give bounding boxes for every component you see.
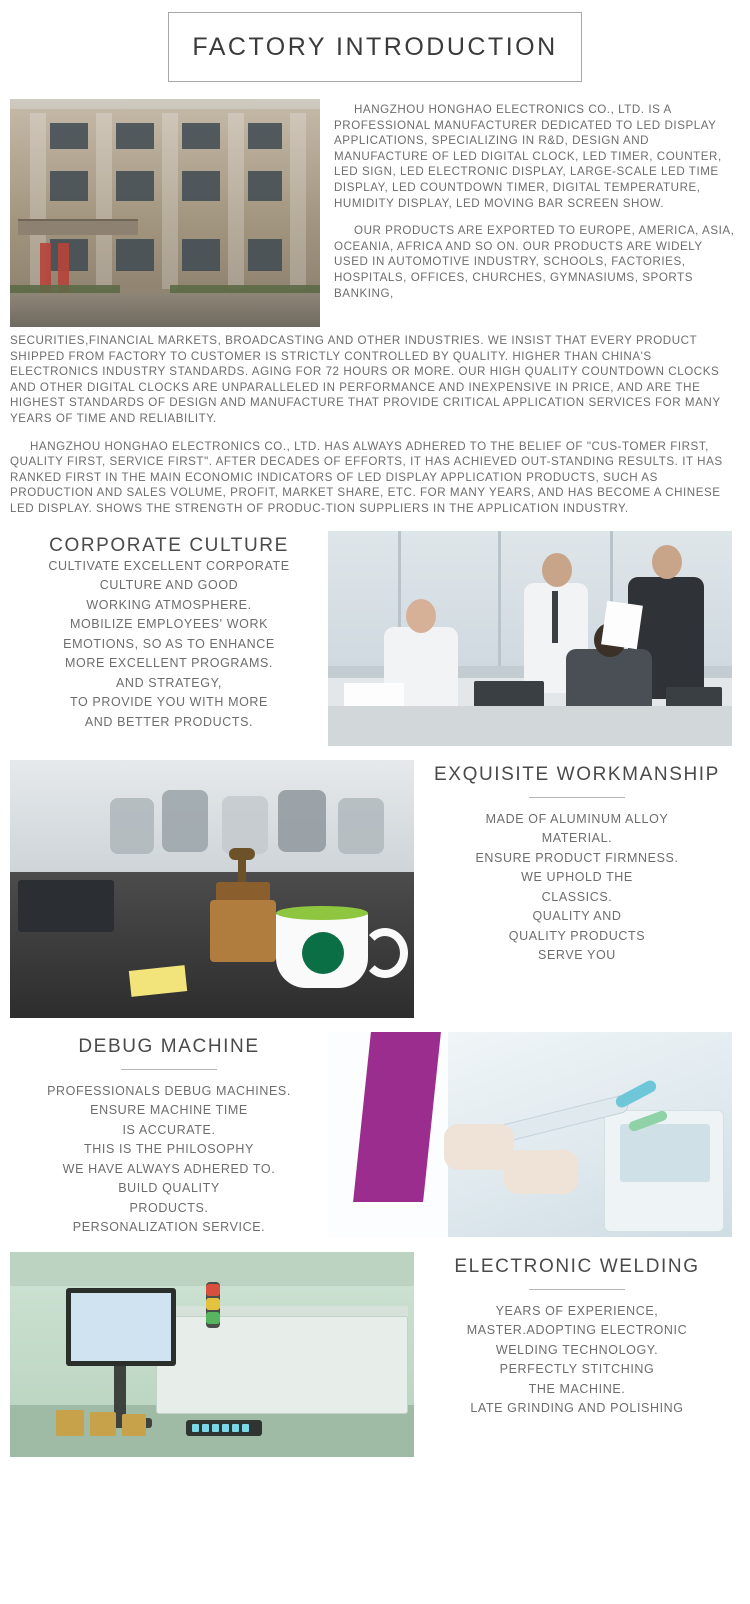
photo-ground (10, 293, 320, 327)
intro-paragraph-1: HANGZHOU HONGHAO ELECTRONICS CO., LTD. IS A PROFESSIONAL MANUFACTURER DEDICATED TO LED DISPLAY APPLICATIONS, SPECIALIZING IN R&D, DESIGN AND MANUFACTURE OF LED DIGITAL CLOCK, LED TIMER, COUNTER, LED SIGN, LED ELECTRONIC DISPLAY, LARGE-SCALE LED TIME DISPLAY, LED COUNTDOWN TIMER, DIGITAL TEMPERATURE, HUMIDITY DISPLAY, LED MOVING BAR SCREEN SHOW. (334, 103, 722, 210)
photo-blur-person (162, 790, 208, 852)
section-line: MADE OF ALUMINUM ALLOY (485, 811, 669, 826)
intro-flow-text (10, 333, 740, 517)
section-lines (420, 1302, 734, 1419)
photo-window (248, 123, 282, 149)
photo-window (182, 239, 220, 271)
intro-paragraph-2-continued: SECURITIES,FINANCIAL MARKETS, BROADCASTING AND OTHER INDUSTRIES. WE INSIST THAT EVERY PRODUCT SHIPPED FROM FACTORY TO CUSTOMER IS STRICTLY CONTROLLED BY QUALITY. HIGHER THAN CHINA'S ELECTRONICS INDUSTRY STANDARDS. AGING FOR 72 HOURS OR MORE. OUR HIGH QUALITY COUNTDOWN CLOCKS AND OTHER DIGITAL CLOCKS ARE UNPARALLELED IN PERFORMANCE AND INEXPENSIVE IN PRICE, AND ARE THE HIGHEST STANDARDS OF DESIGN AND MANUFACTURE THAT PROVIDE CRITICAL APPLICATION SERVICES FOR MANY YEARS OF TIME AND RELIABILITY. (10, 334, 721, 425)
page-title: FACTORY INTRODUCTION (192, 32, 558, 61)
photo-balcony (18, 219, 138, 235)
photo-panel-led (212, 1424, 219, 1432)
photo-column (162, 113, 178, 289)
section-text-block (10, 1032, 328, 1238)
section-line: WORKING ATMOSPHERE. (86, 597, 252, 612)
photo-cup-logo (302, 932, 344, 974)
page-title-banner (168, 12, 582, 82)
photo-monitor-stand (114, 1366, 126, 1420)
section-line: WE UPHOLD THE (521, 870, 633, 885)
section-line: QUALITY PRODUCTS (508, 928, 646, 943)
photo-panel-led (192, 1424, 199, 1432)
photo-person-head (652, 545, 682, 579)
photo-blur-person (222, 796, 268, 854)
photo-necktie (552, 591, 558, 643)
factory-production-line-photo (10, 1252, 414, 1457)
section-line: THE MACHINE. (528, 1381, 626, 1396)
photo-column (228, 113, 244, 289)
photo-component-box (122, 1414, 146, 1436)
photo-signal-lamp-red (206, 1284, 220, 1296)
section-divider (529, 797, 625, 798)
section-line: WE HAVE ALWAYS ADHERED TO. (62, 1161, 276, 1176)
photo-column (290, 113, 306, 289)
section-divider (121, 1069, 217, 1070)
section-electronic-welding (0, 1252, 750, 1457)
photo-component-box (56, 1410, 84, 1436)
photo-person-head (406, 599, 436, 633)
section-line: ENSURE MACHINE TIME (90, 1103, 248, 1118)
photo-cup-handle (362, 928, 408, 978)
section-line: WELDING TECHNOLOGY. (495, 1342, 659, 1357)
section-line: QUALITY AND (532, 909, 622, 924)
photo-desk (328, 706, 732, 746)
photo-window (182, 123, 220, 149)
section-heading: ELECTRONIC WELDING (454, 1255, 700, 1277)
section-line: PERFECTLY STITCHING (499, 1362, 655, 1377)
photo-panel-led (222, 1424, 229, 1432)
company-introduction (0, 99, 750, 517)
section-line: CLASSICS. (541, 889, 613, 904)
photo-window (116, 239, 154, 271)
photo-window (116, 171, 154, 201)
section-line: EMOTIONS, SO AS TO ENHANCE (63, 636, 275, 651)
section-line: AND BETTER PRODUCTS. (84, 714, 254, 729)
section-line: MASTER.ADOPTING ELECTRONIC (466, 1323, 688, 1338)
section-line: SERVE YOU (538, 948, 616, 963)
section-heading: CORPORATE CULTURE (49, 534, 289, 556)
section-debug-machine (0, 1032, 750, 1238)
photo-column (96, 113, 112, 289)
photo-panel-led (202, 1424, 209, 1432)
photo-panel-led (232, 1424, 239, 1432)
section-line: MATERIAL. (541, 831, 613, 846)
photo-coffee-grinder (210, 900, 276, 962)
photo-component-box (90, 1412, 116, 1436)
photo-blur-person (338, 798, 384, 854)
photo-person-head (542, 553, 572, 587)
section-line: AND STRATEGY, (116, 675, 222, 690)
section-line: CULTURE AND GOOD (99, 578, 239, 593)
factory-building-photo (10, 99, 320, 327)
photo-window (50, 123, 88, 149)
photo-monitor-screen (71, 1293, 171, 1361)
photo-blur-person (110, 798, 154, 854)
section-line: ENSURE PRODUCT FIRMNESS. (475, 850, 679, 865)
section-text-block (414, 1252, 740, 1457)
coffee-grinder-desk-photo (10, 760, 414, 1018)
section-line: MORE EXCELLENT PROGRAMS. (65, 656, 273, 671)
photo-signal-lamp-yellow (206, 1298, 220, 1310)
section-line: IS ACCURATE. (122, 1122, 216, 1137)
section-lines (16, 1082, 322, 1238)
section-exquisite-workmanship (0, 760, 750, 1018)
photo-window (50, 171, 88, 201)
section-lines (16, 557, 322, 733)
section-lines (420, 810, 734, 966)
section-line: LATE GRINDING AND POLISHING (470, 1401, 684, 1416)
photo-mullion (498, 531, 501, 666)
photo-window (248, 239, 282, 271)
photo-grinder-knob (229, 848, 255, 860)
section-line: PERSONALIZATION SERVICE. (72, 1220, 266, 1235)
section-line: THIS IS THE PHILOSOPHY (84, 1142, 254, 1157)
section-text-block (414, 760, 740, 1018)
photo-cup-rim (276, 906, 368, 920)
photo-blur-person (278, 790, 326, 852)
section-heading: DEBUG MACHINE (78, 1035, 260, 1057)
intro-top-row (10, 99, 740, 327)
photo-ceiling (10, 1252, 414, 1286)
photo-window (182, 171, 220, 201)
photo-window (248, 171, 282, 201)
intro-paragraph-3: HANGZHOU HONGHAO ELECTRONICS CO., LTD. HAS ALWAYS ADHERED TO THE BELIEF OF "CUS-TOMER FIRST, QUALITY FIRST, SERVICE FIRST". AFTER DECADES OF EFFORTS, IT HAS ACHIEVED OUT-STANDING RESULTS. IT HAS RANKED FIRST IN THE MAIN ECONOMIC INDICATORS OF LED DISPLAY APPLICATION PRODUCTS, SUCH AS PRODUCTION AND SALES VOLUME, PROFIT, MARKET SHARE, ETC. FOR MANY YEARS, AND HAS BECOME A CHINESE LED DISPLAY. SHOWS THE STRENGTH OF PRODUC-TION SUPPLIERS IN THE APPLICATION INDUSTRY. (10, 439, 723, 515)
photo-sticky-note (129, 965, 187, 997)
section-corporate-culture (0, 531, 750, 746)
section-divider (529, 1289, 625, 1290)
section-text-block (10, 531, 328, 746)
factory-introduction-page (0, 12, 750, 1604)
photo-panel-led (242, 1424, 249, 1432)
photo-instrument-screen (620, 1124, 710, 1182)
section-line: TO PROVIDE YOU WITH MORE (70, 695, 268, 710)
photo-signal-lamp-green (206, 1312, 220, 1324)
section-line: YEARS OF EXPERIENCE, (495, 1303, 659, 1318)
section-line: BUILD QUALITY (118, 1181, 220, 1196)
photo-hand (504, 1150, 578, 1194)
office-meeting-photo (328, 531, 732, 746)
intro-text-column (320, 99, 740, 301)
section-line: PRODUCTS. (129, 1200, 209, 1215)
section-line: MOBILIZE EMPLOYEES' WORK (69, 617, 269, 632)
photo-grinder-top (216, 882, 270, 902)
section-line: PROFESSIONALS DEBUG MACHINES. (47, 1083, 291, 1098)
photo-window (50, 239, 88, 271)
photo-grinder-crank (238, 856, 246, 884)
photo-laptop (18, 880, 114, 932)
intro-paragraph-2: OUR PRODUCTS ARE EXPORTED TO EUROPE, AMERICA, ASIA, OCEANIA, AFRICA AND SO ON. OUR PRODUCTS ARE WIDELY USED IN AUTOMOTIVE INDUSTRY, SCHOOLS, FACTORIES, HOSPITALS, OFFICES, CHURCHES, GYMNASIUMS, SPORTS BANKING, (334, 224, 735, 300)
section-line: CULTIVATE EXCELLENT CORPORATE (48, 558, 290, 573)
photo-window (116, 123, 154, 149)
photo-paper (601, 600, 643, 649)
laboratory-debug-photo (328, 1032, 732, 1237)
photo-reflow-oven (156, 1316, 408, 1414)
section-heading: EXQUISITE WORKMANSHIP (434, 763, 720, 785)
